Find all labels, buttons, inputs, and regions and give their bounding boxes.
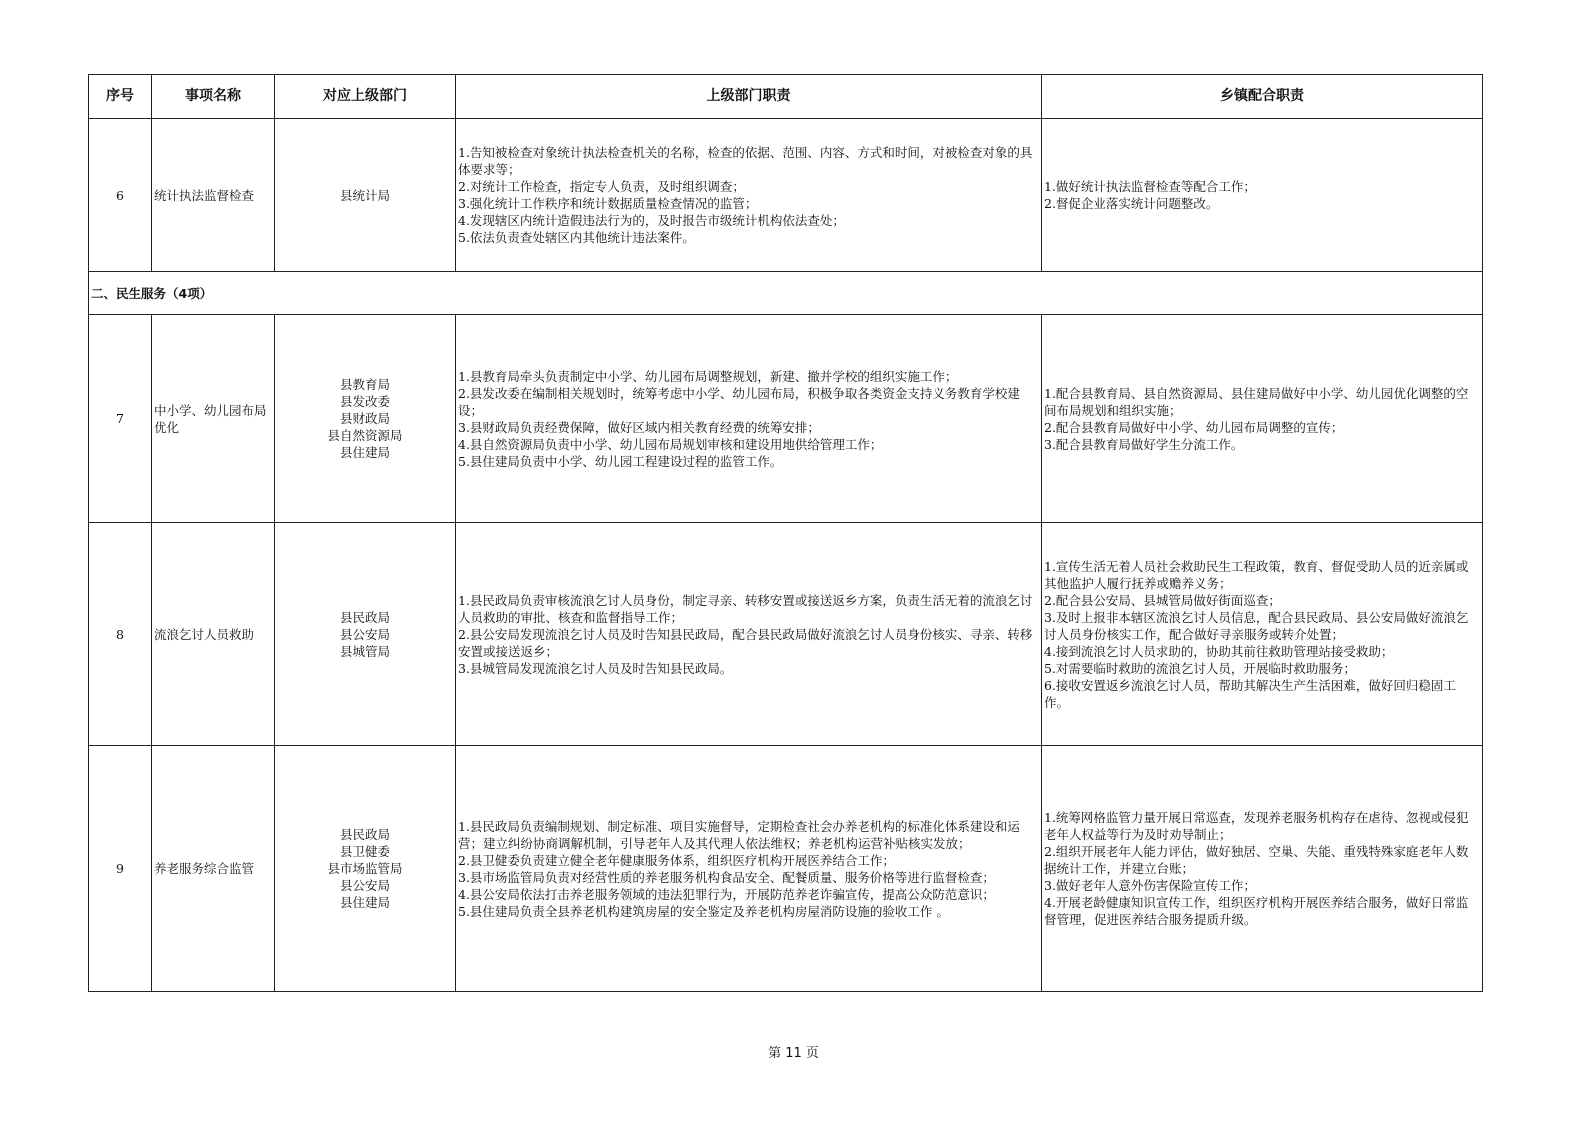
- duty-line: 3.县财政局负责经费保障，做好区域内相关教育经费的统筹安排；: [458, 419, 820, 435]
- row-seq: 6: [89, 119, 152, 272]
- header-town-duties: 乡镇配合职责: [1042, 75, 1483, 119]
- town-duty-line: 1.统筹网格监管力量开展日常巡查，发现养老服务机构存在虐待、忽视或侵犯老年人权益等行为及时劝导制止；: [1044, 810, 1469, 842]
- duty-table: [88, 74, 1483, 992]
- page-number: 第 11 页: [768, 1046, 819, 1061]
- row-seq: 9: [89, 746, 152, 992]
- town-duty-line: 3.及时上报非本辖区流浪乞讨人员信息，配合县民政局、县公安局做好流浪乞讨人员身份核实工作，配合做好寻亲服务或转介处置；: [1044, 609, 1469, 642]
- row-town-duties: [1042, 315, 1483, 523]
- row-item-name: 中小学、幼儿园布局优化: [152, 315, 275, 523]
- duty-line: 1.县民政局负责审核流浪乞讨人员身份，制定寻亲、转移安置或接送返乡方案，负责生活无着的流浪乞讨人员救助的审批、核查和监督指导工作；: [458, 592, 1033, 625]
- section-row: [89, 272, 1483, 315]
- town-duty-line: 1.做好统计执法监督检查等配合工作；: [1044, 179, 1256, 194]
- dept-name: 县市场监管局: [327, 861, 403, 876]
- duty-line: 3.县城管局发现流浪乞讨人员及时告知县民政局。: [458, 660, 733, 676]
- duty-line: 5.县住建局负责全县养老机构建筑房屋的安全鉴定及养老机构房屋消防设施的验收工作 。: [458, 903, 949, 919]
- duty-line: 2.县发改委在编制相关规划时，统筹考虑中小学、幼儿园布局，积极争取各类资金支持义务教育学校建设；: [458, 385, 1020, 418]
- duty-line: 2.县公安局发现流浪乞讨人员及时告知县民政局，配合县民政局做好流浪乞讨人员身份核实、寻亲、转移安置或接送返乡；: [458, 626, 1033, 659]
- town-duty-line: 4.开展老龄健康知识宣传工作，组织医疗机构开展医养结合服务，做好日常监督管理，促进医养结合服务提质升级。: [1044, 895, 1469, 927]
- dept-name: 县公安局: [339, 878, 390, 893]
- row-superior-duties: [456, 315, 1042, 523]
- row-depts: [275, 315, 456, 523]
- row-item-name: 养老服务综合监管: [152, 746, 275, 992]
- dept-name: 县统计局: [339, 187, 390, 203]
- duty-line: 5.县住建局负责中小学、幼儿园工程建设过程的监管工作。: [458, 453, 783, 469]
- duty-line: 3.强化统计工作秩序和统计数据质量检查情况的监管；: [458, 196, 758, 211]
- table-row: [89, 119, 1483, 272]
- table-row: [89, 315, 1483, 523]
- duty-line: 4.县自然资源局负责中小学、幼儿园布局规划审核和建设用地供给管理工作；: [458, 436, 883, 452]
- dept-name: 县城管局: [339, 643, 390, 659]
- section-title: 二、民生服务（4项）: [89, 272, 1483, 315]
- duty-line: 1.县教育局牵头负责制定中小学、幼儿园布局调整规划，新建、撤并学校的组织实施工作；: [458, 368, 958, 384]
- town-duty-line: 2.配合县公安局、县城管局做好街面巡查；: [1044, 592, 1281, 608]
- town-duty-line: 5.对需要临时救助的流浪乞讨人员，开展临时救助服务；: [1044, 660, 1356, 676]
- town-duty-line: 2.配合县教育局做好中小学、幼儿园布局调整的宣传；: [1044, 419, 1344, 435]
- row-town-duties: [1042, 523, 1483, 746]
- duty-line: 4.发现辖区内统计造假违法行为的，及时报告市级统计机构依法查处；: [458, 213, 845, 228]
- town-duty-line: 3.配合县教育局做好学生分流工作。: [1044, 436, 1244, 452]
- row-seq: 8: [89, 523, 152, 746]
- town-duty-line: 1.宣传生活无着人员社会救助民生工程政策，教育、督促受助人员的近亲属或其他监护人履行抚养或赡养义务；: [1044, 558, 1469, 591]
- town-duty-line: 2.组织开展老年人能力评估，做好独居、空巢、失能、重残特殊家庭老年人数据统计工作，并建立台账；: [1044, 844, 1469, 876]
- header-superior-dept: 对应上级部门: [275, 75, 456, 119]
- dept-name: 县民政局: [339, 827, 390, 842]
- dept-name: 县发改委: [339, 394, 390, 409]
- town-duty-line: 6.接收安置返乡流浪乞讨人员，帮助其解决生产生活困难，做好回归稳固工作。: [1044, 677, 1456, 710]
- row-depts: [275, 523, 456, 746]
- table-body: [89, 119, 1483, 992]
- row-town-duties: [1042, 119, 1483, 272]
- dept-name: 县自然资源局: [327, 428, 403, 443]
- row-town-duties: [1042, 746, 1483, 992]
- town-duty-line: 1.配合县教育局、县自然资源局、县住建局做好中小学、幼儿园优化调整的空间布局规划和组织实施；: [1044, 385, 1469, 418]
- row-seq: 7: [89, 315, 152, 523]
- header-row: [89, 75, 1483, 119]
- row-depts: [275, 746, 456, 992]
- table-row: [89, 746, 1483, 992]
- town-duty-line: 2.督促企业落实统计问题整改。: [1044, 196, 1219, 211]
- town-duty-line: 3.做好老年人意外伤害保险宣传工作；: [1044, 878, 1256, 893]
- duty-line: 1.县民政局负责编制规划、制定标准、项目实施督导，定期检查社会办养老机构的标准化体系建设和运营；建立纠纷协商调解机制，引导老年人及其代理人依法维权；养老机构运营补贴核实发放；: [458, 818, 1020, 851]
- row-superior-duties: [456, 119, 1042, 272]
- table-row: [89, 523, 1483, 746]
- dept-name: 县住建局: [339, 445, 390, 460]
- row-item-name: 统计执法监督检查: [152, 119, 275, 272]
- duty-line: 4.县公安局依法打击养老服务领域的违法犯罪行为，开展防范养老诈骗宣传，提高公众防范意识；: [458, 886, 995, 902]
- row-depts: [275, 119, 456, 272]
- duty-line: 1.告知被检查对象统计执法检查机关的名称，检查的依据、范围、内容、方式和时间，对被检查对象的具体要求等；: [458, 145, 1033, 177]
- dept-name: 县卫健委: [339, 844, 390, 859]
- duty-line: 5.依法负责查处辖区内其他统计违法案件。: [458, 230, 695, 245]
- header-superior-duties: 上级部门职责: [456, 75, 1042, 119]
- row-item-name: 流浪乞讨人员救助: [152, 523, 275, 746]
- duty-line: 3.县市场监管局负责对经营性质的养老服务机构食品安全、配餐质量、服务价格等进行监督检查；: [458, 869, 995, 885]
- row-superior-duties: [456, 746, 1042, 992]
- dept-name: 县教育局: [339, 377, 390, 392]
- dept-name: 县民政局: [339, 609, 390, 625]
- dept-name: 县公安局: [339, 626, 390, 642]
- dept-name: 县住建局: [339, 895, 390, 910]
- dept-name: 县财政局: [339, 411, 390, 426]
- header-item-name: 事项名称: [152, 75, 275, 119]
- row-superior-duties: [456, 523, 1042, 746]
- duty-line: 2.县卫健委负责建立健全老年健康服务体系，组织医疗机构开展医养结合工作；: [458, 852, 895, 868]
- duty-line: 2.对统计工作检查，指定专人负责，及时组织调查；: [458, 179, 745, 194]
- town-duty-line: 4.接到流浪乞讨人员求助的，协助其前往救助管理站接受救助；: [1044, 643, 1394, 659]
- header-seq: 序号: [89, 75, 152, 119]
